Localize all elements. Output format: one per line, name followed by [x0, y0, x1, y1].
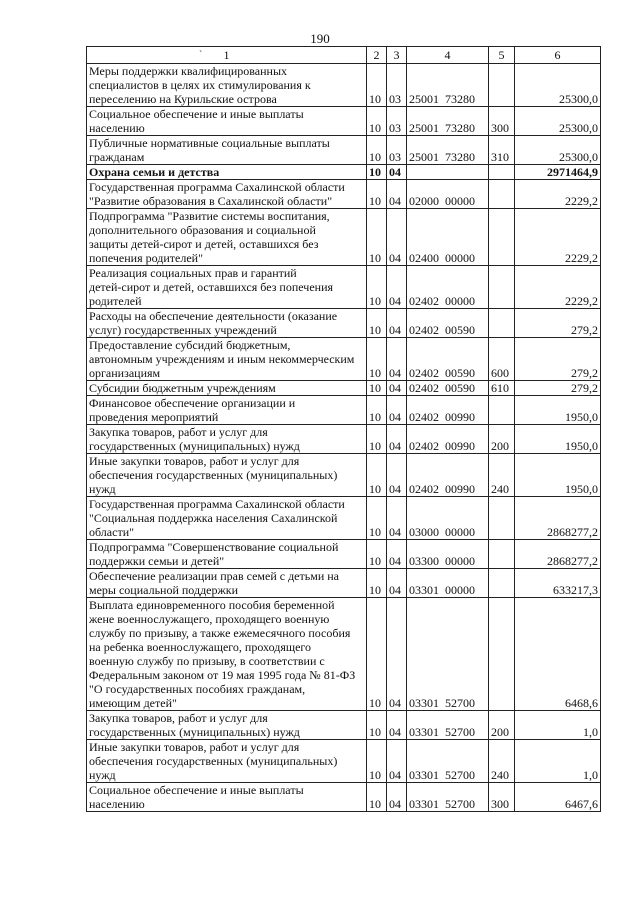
table-row	[87, 396, 601, 425]
expense-type-cell: 200	[489, 711, 515, 740]
subsection-code-cell: 04	[387, 381, 407, 396]
section-code-cell: 10	[367, 783, 387, 812]
subsection-code-cell: 04	[387, 711, 407, 740]
target-article-cell: 03301 00000	[407, 569, 489, 598]
column-header: 6	[515, 47, 601, 64]
column-header: ` 1	[87, 47, 367, 64]
page-number: 190	[310, 31, 330, 46]
expense-type-cell: 610	[489, 381, 515, 396]
section-code-cell: 10	[367, 136, 387, 165]
amount-cell: 1950,0	[515, 454, 601, 497]
row-name-cell: Субсидии бюджетным учреждениям	[87, 381, 367, 396]
target-article-cell: 03301 52700	[407, 783, 489, 812]
section-code-cell: 10	[367, 266, 387, 309]
column-header: 5	[489, 47, 515, 64]
row-name-cell: Охрана семьи и детства	[87, 165, 367, 180]
table-row	[87, 165, 601, 180]
row-name-cell: Закупка товаров, работ и услуг для государственных (муниципальных) нужд	[87, 425, 367, 454]
section-code-cell: 10	[367, 381, 387, 396]
expense-type-cell: 300	[489, 107, 515, 136]
table-row	[87, 711, 601, 740]
row-name-cell: Социальное обеспечение и иные выплаты населению	[87, 107, 367, 136]
target-article-cell: 02402 00590	[407, 338, 489, 381]
expense-type-cell	[489, 165, 515, 180]
column-header: 4	[407, 47, 489, 64]
subsection-code-cell: 04	[387, 783, 407, 812]
expense-type-cell	[489, 180, 515, 209]
row-name-cell: Реализация социальных прав и гарантий детей-сирот и детей, оставшихся без попечения родителей	[87, 266, 367, 309]
target-article-cell: 02402 00990	[407, 454, 489, 497]
section-code-cell: 10	[367, 165, 387, 180]
table-row	[87, 136, 601, 165]
row-name-cell: Меры поддержки квалифицированных специалистов в целях их стимулирования к переселению на Курильские острова	[87, 64, 367, 107]
section-code-cell: 10	[367, 598, 387, 711]
expense-type-cell	[489, 396, 515, 425]
table-row	[87, 569, 601, 598]
target-article-cell: 02402 00590	[407, 309, 489, 338]
subsection-code-cell: 04	[387, 740, 407, 783]
target-article-cell: 03300 00000	[407, 540, 489, 569]
subsection-code-cell: 04	[387, 180, 407, 209]
amount-cell: 2868277,2	[515, 540, 601, 569]
target-article-cell: 02000 00000	[407, 180, 489, 209]
expense-type-cell: 300	[489, 783, 515, 812]
expense-type-cell: 600	[489, 338, 515, 381]
table-row	[87, 107, 601, 136]
table-row	[87, 309, 601, 338]
table-row	[87, 783, 601, 812]
section-code-cell: 10	[367, 107, 387, 136]
table-row	[87, 338, 601, 381]
expense-type-cell	[489, 497, 515, 540]
expense-type-cell	[489, 598, 515, 711]
amount-cell: 2229,2	[515, 180, 601, 209]
row-name-cell: Предоставление субсидий бюджетным, автономным учреждениям и иным некоммерческим организациям	[87, 338, 367, 381]
table-row	[87, 740, 601, 783]
target-article-cell: 03301 52700	[407, 598, 489, 711]
section-code-cell: 10	[367, 396, 387, 425]
target-article-cell: 02400 00000	[407, 209, 489, 266]
table-row	[87, 598, 601, 711]
expense-type-cell	[489, 266, 515, 309]
subsection-code-cell: 04	[387, 309, 407, 338]
tick-mark: `	[199, 50, 203, 61]
row-name-cell: Иные закупки товаров, работ и услуг для обеспечения государственных (муниципальных) нужд	[87, 454, 367, 497]
subsection-code-cell: 04	[387, 454, 407, 497]
expense-type-cell	[489, 309, 515, 338]
subsection-code-cell: 04	[387, 396, 407, 425]
row-name-cell: Расходы на обеспечение деятельности (оказание услуг) государственных учреждений	[87, 309, 367, 338]
subsection-code-cell: 04	[387, 266, 407, 309]
amount-cell: 2229,2	[515, 209, 601, 266]
target-article-cell: 03301 52700	[407, 740, 489, 783]
column-header: 3	[387, 47, 407, 64]
section-code-cell: 10	[367, 338, 387, 381]
expense-type-cell: 240	[489, 740, 515, 783]
target-article-cell: 25001 73280	[407, 107, 489, 136]
expense-type-cell	[489, 209, 515, 266]
expense-type-cell	[489, 569, 515, 598]
amount-cell: 279,2	[515, 338, 601, 381]
target-article-cell: 02402 00990	[407, 425, 489, 454]
subsection-code-cell: 03	[387, 64, 407, 107]
subsection-code-cell: 04	[387, 338, 407, 381]
target-article-cell: 03301 52700	[407, 711, 489, 740]
amount-cell: 25300,0	[515, 64, 601, 107]
amount-cell: 279,2	[515, 309, 601, 338]
subsection-code-cell: 04	[387, 165, 407, 180]
target-article-cell: 03000 00000	[407, 497, 489, 540]
section-code-cell: 10	[367, 64, 387, 107]
section-code-cell: 10	[367, 209, 387, 266]
row-name-cell: Подпрограмма "Совершенствование социальной поддержки семьи и детей"	[87, 540, 367, 569]
amount-cell: 1,0	[515, 711, 601, 740]
amount-cell: 6468,6	[515, 598, 601, 711]
row-name-cell: Государственная программа Сахалинской области "Развитие образования в Сахалинской области"	[87, 180, 367, 209]
subsection-code-cell: 04	[387, 569, 407, 598]
amount-cell: 1,0	[515, 740, 601, 783]
row-name-cell: Закупка товаров, работ и услуг для государственных (муниципальных) нужд	[87, 711, 367, 740]
target-article-cell: 25001 73280	[407, 136, 489, 165]
budget-table	[86, 46, 601, 812]
amount-cell: 279,2	[515, 381, 601, 396]
amount-cell: 2971464,9	[515, 165, 601, 180]
amount-cell: 2229,2	[515, 266, 601, 309]
section-code-cell: 10	[367, 497, 387, 540]
table-row	[87, 266, 601, 309]
table-row	[87, 425, 601, 454]
table-row	[87, 454, 601, 497]
subsection-code-cell: 04	[387, 540, 407, 569]
target-article-cell: 25001 73280	[407, 64, 489, 107]
amount-cell: 2868277,2	[515, 497, 601, 540]
row-name-cell: Публичные нормативные социальные выплаты гражданам	[87, 136, 367, 165]
row-name-cell: Государственная программа Сахалинской области "Социальная поддержка населения Сахалинской области"	[87, 497, 367, 540]
table-row	[87, 209, 601, 266]
amount-cell: 25300,0	[515, 107, 601, 136]
row-name-cell: Подпрограмма "Развитие системы воспитания, дополнительного образования и социальной защиты детей-сирот и детей, оставшихся без попечения родителей"	[87, 209, 367, 266]
section-code-cell: 10	[367, 569, 387, 598]
section-code-cell: 10	[367, 309, 387, 338]
target-article-cell	[407, 165, 489, 180]
expense-type-cell: 310	[489, 136, 515, 165]
table-header-row	[87, 47, 601, 64]
table-row	[87, 64, 601, 107]
amount-cell: 6467,6	[515, 783, 601, 812]
expense-type-cell: 240	[489, 454, 515, 497]
target-article-cell: 02402 00590	[407, 381, 489, 396]
amount-cell: 25300,0	[515, 136, 601, 165]
row-name-cell: Обеспечение реализации прав семей с детьми на меры социальной поддержки	[87, 569, 367, 598]
row-name-cell: Социальное обеспечение и иные выплаты населению	[87, 783, 367, 812]
section-code-cell: 10	[367, 540, 387, 569]
subsection-code-cell: 04	[387, 425, 407, 454]
table-row	[87, 497, 601, 540]
target-article-cell: 02402 00000	[407, 266, 489, 309]
subsection-code-cell: 04	[387, 209, 407, 266]
row-name-cell: Финансовое обеспечение организации и проведения мероприятий	[87, 396, 367, 425]
section-code-cell: 10	[367, 425, 387, 454]
expense-type-cell	[489, 64, 515, 107]
subsection-code-cell: 04	[387, 598, 407, 711]
table-row	[87, 381, 601, 396]
amount-cell: 1950,0	[515, 396, 601, 425]
subsection-code-cell: 04	[387, 497, 407, 540]
expense-type-cell: 200	[489, 425, 515, 454]
section-code-cell: 10	[367, 711, 387, 740]
amount-cell: 1950,0	[515, 425, 601, 454]
row-name-cell: Иные закупки товаров, работ и услуг для обеспечения государственных (муниципальных) нужд	[87, 740, 367, 783]
section-code-cell: 10	[367, 180, 387, 209]
row-name-cell: Выплата единовременного пособия беременной жене военнослужащего, проходящего военную службу по призыву, а также ежемесячного пособия на ребенка военнослужащего, проходящего военную службу по призыву, в соответствии с Федеральным законом от 19 мая 1995 года № 81-ФЗ "О государственных пособиях гражданам, имеющим детей"	[87, 598, 367, 711]
subsection-code-cell: 03	[387, 136, 407, 165]
expense-type-cell	[489, 540, 515, 569]
table-row	[87, 180, 601, 209]
target-article-cell: 02402 00990	[407, 396, 489, 425]
table-body	[87, 64, 601, 812]
column-header: 2	[367, 47, 387, 64]
subsection-code-cell: 03	[387, 107, 407, 136]
section-code-cell: 10	[367, 454, 387, 497]
table-row	[87, 540, 601, 569]
amount-cell: 633217,3	[515, 569, 601, 598]
section-code-cell: 10	[367, 740, 387, 783]
